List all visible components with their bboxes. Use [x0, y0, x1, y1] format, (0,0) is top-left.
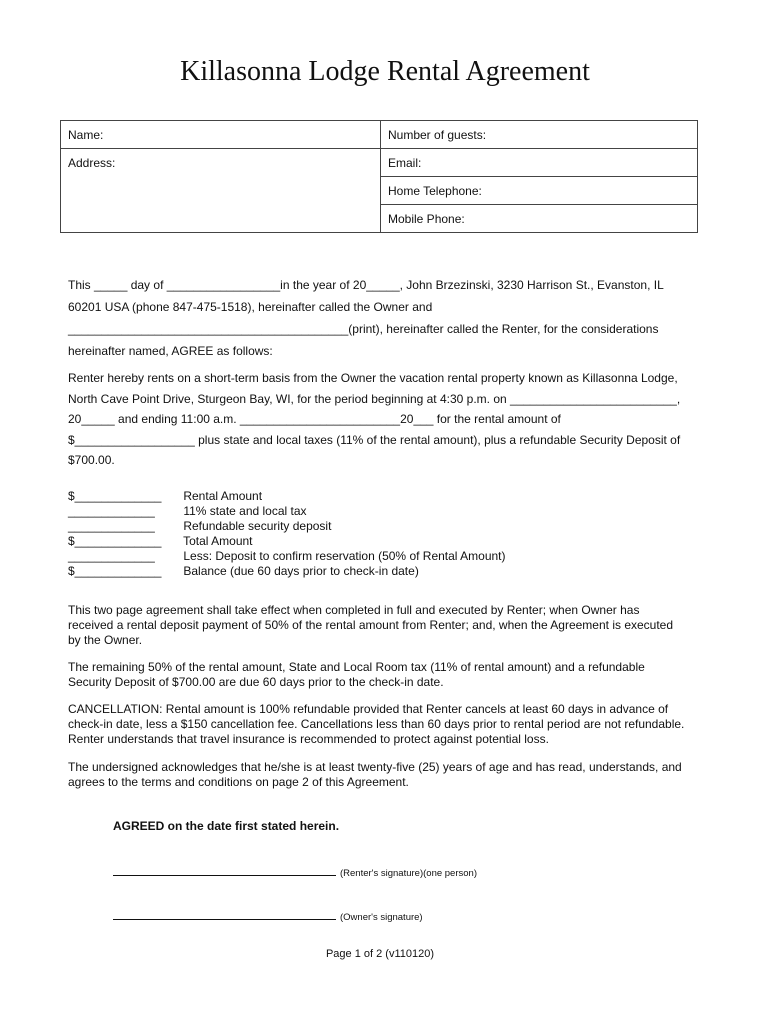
- guests-field[interactable]: Number of guests:: [381, 121, 698, 149]
- email-field[interactable]: Email:: [381, 149, 698, 177]
- renter-info-table: [60, 120, 698, 233]
- amount-blank[interactable]: $_____________: [68, 564, 162, 579]
- amount-row-rental[interactable]: [68, 489, 688, 504]
- renter-signature-line[interactable]: [113, 866, 336, 876]
- owner-signature-line[interactable]: [113, 910, 336, 920]
- amount-row-balance[interactable]: [68, 564, 688, 579]
- mobile-phone-field[interactable]: Mobile Phone:: [381, 205, 698, 233]
- acknowledgement-paragraph: The undersigned acknowledges that he/she is at least twenty-five (25) years of age and has read, understands, and agrees to the terms and conditions on page 2 of this Agreement.: [68, 760, 682, 790]
- renter-signature-label: (Renter's signature)(one person): [340, 868, 477, 879]
- amount-row-tax[interactable]: [68, 504, 688, 519]
- balance-due-paragraph: The remaining 50% of the rental amount, State and Local Room tax (11% of rental amount) and a refundable Security Deposit of $700.00 are due 60 days prior to the check-in date.: [68, 660, 645, 690]
- document-title: Killasonna Lodge Rental Agreement: [180, 56, 590, 87]
- page-footer: Page 1 of 2 (v110120): [325, 948, 435, 960]
- address-field[interactable]: Address:: [61, 149, 381, 233]
- rental-terms-paragraph: Renter hereby rents on a short-term basis from the Owner the vacation rental property known as Killasonna Lodge, North Cave Point Drive, Sturgeon Bay, WI, for the period beginning at 4:30 p.m. on _________________________, 20_____ and ending 11:00 a.m. ________________________20___ for the rental amount of $__________________ plus state and local taxes (11% of the rental amount), plus a refundable Security Deposit of $700.00.: [68, 371, 681, 467]
- owner-signature-label: (Owner's signature): [340, 912, 423, 923]
- amount-label: Rental Amount: [183, 489, 263, 503]
- amount-label: Total Amount: [183, 534, 253, 549]
- home-telephone-field[interactable]: Home Telephone:: [381, 177, 698, 205]
- amount-blank[interactable]: $_____________: [68, 489, 162, 503]
- amount-label: 11% state and local tax: [183, 504, 307, 519]
- amount-label: Less: Deposit to confirm reservation (50% of Rental Amount): [183, 549, 506, 564]
- amount-label: Refundable security deposit: [183, 519, 332, 534]
- name-field[interactable]: Name:: [61, 121, 381, 149]
- cancellation-paragraph: CANCELLATION: Rental amount is 100% refundable provided that Renter cancels at least 60 days in advance of check-in date, less a $150 cancellation fee. Cancellations less than 60 days prior to rental period are not refundable. Renter understands that travel insurance is recommended to protect against potential loss.: [68, 702, 685, 747]
- owner-signature-block: [113, 909, 423, 923]
- renter-signature-block: [113, 865, 477, 879]
- agreement-effect-paragraph: This two page agreement shall take effect when completed in full and executed by Renter; when Owner has received a rental deposit payment of 50% of the rental amount from Renter; and, when the Agreement is executed by the Owner.: [68, 603, 674, 648]
- amount-row-deposit[interactable]: [68, 519, 688, 534]
- amount-blank[interactable]: _____________: [68, 504, 155, 519]
- amount-label: Balance (due 60 days prior to check-in date): [183, 564, 419, 579]
- agreement-intro-paragraph: This _____ day of _________________in the year of 20_____, John Brzezinski, 3230 Harrison St., Evanston, IL 60201 USA (phone 847-475-1518), hereinafter called the Owner and __________________________________________(print), hereinafter called the Renter, for the considerations hereinafter named, AGREE as follows:: [68, 278, 664, 358]
- amount-blank[interactable]: _____________: [68, 519, 155, 534]
- amount-blank[interactable]: _____________: [68, 549, 155, 564]
- amount-row-total[interactable]: [68, 534, 688, 549]
- amount-row-less-deposit[interactable]: [68, 549, 688, 564]
- agreed-statement: AGREED on the date first stated herein.: [113, 819, 340, 833]
- amounts-list: [68, 489, 688, 580]
- amount-blank[interactable]: $_____________: [68, 534, 162, 549]
